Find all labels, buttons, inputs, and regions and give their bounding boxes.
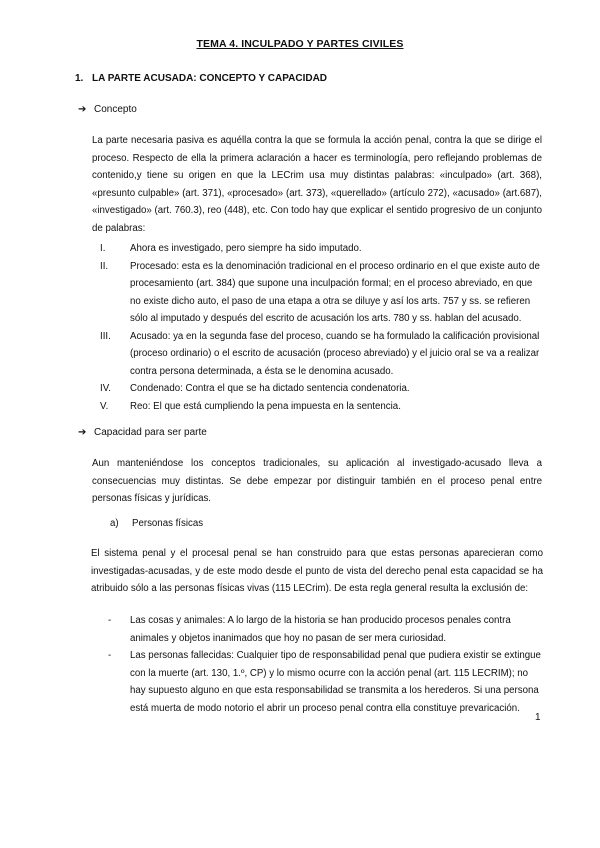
capacidad-paragraph: Aun manteniéndose los conceptos tradicionales, su aplicación al investigado-acusado lleva a consecuencias muy distintas. Se debe empezar por distinguir también en el proceso penal entre personas físicas y jurídicas. — [92, 458, 542, 504]
list-item-number: IV. — [100, 383, 111, 394]
list-item-number: I. — [100, 243, 106, 254]
subsection-heading — [110, 518, 203, 529]
section-heading — [75, 73, 327, 84]
concepto-paragraph: La parte necesaria pasiva es aquélla contra la que se formula la acción penal, contra la que se dirige el proceso. Respecto de ella la primera aclaración a hacer es terminología, pero reflejando problemas de contenido,y tiene su origen en que la LECrim usa muy distintas palabras: «inculpado» (art. 368), «presunto culpable» (art. 371), «procesado» (art. 373), «querellado» (artículo 272), «acusado» (art.687), «investigado» (art. 760.3), reo (448), etc. Con todo hay que explicar el sentido progresivo de un conjunto de palabras: — [92, 135, 542, 234]
page-number: 1 — [535, 712, 541, 723]
roman-list — [100, 240, 544, 415]
list-item-text: Reo: El que está cumpliendo la pena impuesta en la sentencia. — [130, 400, 401, 412]
dash-bullet: - — [108, 615, 112, 626]
list-item-number: V. — [100, 400, 109, 412]
list-item — [100, 380, 544, 398]
list-item-text: Acusado: ya en la segunda fase del proceso, cuando se ha formulado la calificación provisional (proceso ordinario) o el escrito de acusación (proceso abreviado) y el juicio oral se va a realizar contra persona determinada, a ésta se le denomina acusado. — [130, 330, 540, 377]
list-item-text: Procesado: esta es la denominación tradicional en el proceso ordinario en el que existe auto de procesamiento (art. 384) que supone una inculpación formal; en el proceso abreviado, en que no existe dicho auto, el paso de una etapa a otra se diluye y así los arts. 757 y ss. se refieren sólo al imputado y después del escrito de acusación los arts. 780 y ss. hablan del acusado. — [130, 260, 540, 324]
list-item-text: Condenado: Contra el que se ha dictado sentencia condenatoria. — [130, 383, 410, 394]
section-number: 1. — [75, 73, 84, 84]
list-item — [108, 612, 544, 647]
capacidad-label: Capacidad para ser parte — [94, 427, 207, 438]
list-item — [100, 258, 544, 328]
list-item-number: II. — [100, 260, 109, 272]
list-item-number: III. — [100, 330, 111, 342]
dash-bullet: - — [108, 650, 112, 661]
document-title: TEMA 4. INCULPADO Y PARTES CIVILES — [196, 38, 404, 50]
dash-list — [108, 612, 544, 717]
arrow-right-icon: ➔ — [78, 427, 87, 438]
section-title: LA PARTE ACUSADA: CONCEPTO Y CAPACIDAD — [92, 73, 328, 84]
concepto-label: Concepto — [94, 104, 137, 115]
subsection-title: Personas físicas — [132, 518, 204, 529]
arrow-right-icon: ➔ — [78, 104, 87, 115]
subsection-label: a) — [110, 518, 119, 529]
list-item-text: Ahora es investigado, pero siempre ha sido imputado. — [130, 243, 362, 254]
concepto-heading — [78, 104, 137, 115]
list-item — [108, 647, 544, 717]
list-item-text: Las cosas y animales: A lo largo de la historia se han producido procesos penales contra animales y objetos inanimados que hoy no pasan de ser mera curiosidad. — [130, 615, 511, 644]
list-item — [100, 240, 544, 258]
list-item-text: Las personas fallecidas: Cualquier tipo de responsabilidad penal que pudiera existir se extingue con la muerte (art. 130, 1.º, CP) y lo mismo ocurre con la acción penal (art. 115 LECRIM); no hay supuesto alguno en que esta responsabilidad se transmita a los herederos. Si una persona está muerta de modo notorio el abrir un proceso penal contra ella constituye prevaricación. — [130, 650, 541, 714]
capacidad-heading — [78, 427, 207, 438]
personas-fisicas-paragraph: El sistema penal y el procesal penal se han construido para que estas personas aparecieran como investigadas-acusadas, y de este modo desde el punto de vista del derecho penal esta capacidad se ha atribuido sólo a las personas físicas vivas (115 LECrim). De esta regla general resulta la exclusión de: — [91, 548, 543, 594]
list-item — [100, 398, 544, 416]
list-item — [100, 328, 544, 381]
